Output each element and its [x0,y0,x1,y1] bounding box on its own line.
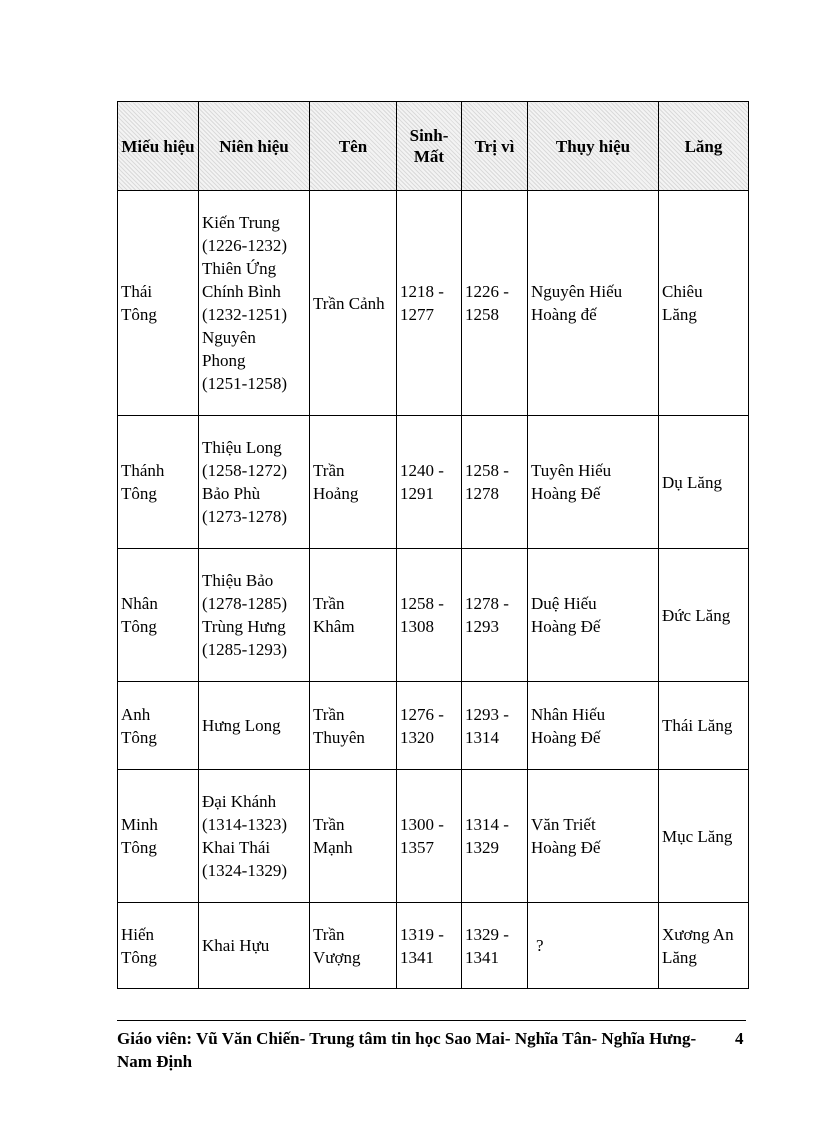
cell-thuy-hieu: Duệ Hiếu Hoàng Đế [528,549,659,682]
cell-lang: Mục Lăng [659,770,749,903]
cell-lang: Thái Lăng [659,682,749,770]
cell-thuy-hieu: Văn Triết Hoàng Đế [528,770,659,903]
cell-mieu-hieu: Minh Tông [118,770,199,903]
header-nien-hieu: Niên hiệu [199,102,310,191]
cell-lang: Dụ Lăng [659,416,749,549]
cell-nien-hieu: Khai Hựu [199,903,310,989]
cell-sinh-mat: 1319 - 1341 [397,903,462,989]
header-tri-vi: Trị vì [462,102,528,191]
cell-tri-vi: 1226 - 1258 [462,191,528,416]
cell-nien-hieu: Đại Khánh (1314-1323) Khai Thái (1324-1329) [199,770,310,903]
cell-sinh-mat: 1240 - 1291 [397,416,462,549]
cell-ten: Trần Khâm [310,549,397,682]
cell-nien-hieu: Thiệu Long (1258-1272) Bảo Phù (1273-1278) [199,416,310,549]
cell-nien-hieu: Thiệu Bảo (1278-1285) Trùng Hưng (1285-1293) [199,549,310,682]
cell-ten: Trần Vượng [310,903,397,989]
cell-mieu-hieu: Hiến Tông [118,903,199,989]
cell-ten: Trần Cảnh [310,191,397,416]
table-header-row [118,102,749,191]
footer-divider [117,1020,746,1021]
cell-thuy-hieu: Nguyên Hiếu Hoàng đế [528,191,659,416]
cell-tri-vi: 1258 - 1278 [462,416,528,549]
table-row [118,191,749,416]
cell-sinh-mat: 1300 - 1357 [397,770,462,903]
cell-tri-vi: 1314 - 1329 [462,770,528,903]
header-thuy-hieu: Thụy hiệu [528,102,659,191]
cell-mieu-hieu: Nhân Tông [118,549,199,682]
cell-sinh-mat: 1276 - 1320 [397,682,462,770]
cell-ten: Trần Thuyên [310,682,397,770]
cell-nien-hieu: Kiến Trung (1226-1232) Thiên Ứng Chính Bình (1232-1251) Nguyên Phong (1251-1258) [199,191,310,416]
header-ten: Tên [310,102,397,191]
cell-thuy-hieu: ? [528,903,659,989]
table-row [118,903,749,989]
table-row [118,549,749,682]
kings-table [117,101,749,989]
cell-mieu-hieu: Thái Tông [118,191,199,416]
header-lang: Lăng [659,102,749,191]
cell-lang: Xương An Lăng [659,903,749,989]
cell-lang: Chiêu Lăng [659,191,749,416]
cell-tri-vi: 1278 - 1293 [462,549,528,682]
table-row [118,682,749,770]
cell-lang: Đức Lăng [659,549,749,682]
table-row [118,416,749,549]
cell-ten: Trần Mạnh [310,770,397,903]
cell-tri-vi: 1329 - 1341 [462,903,528,989]
page-number: 4 [735,1029,744,1048]
cell-ten: Trần Hoảng [310,416,397,549]
footer-credit: Giáo viên: Vũ Văn Chiến- Trung tâm tin học Sao Mai- Nghĩa Tân- Nghĩa Hưng- Nam Định [117,1029,697,1071]
cell-nien-hieu: Hưng Long [199,682,310,770]
cell-mieu-hieu: Anh Tông [118,682,199,770]
cell-sinh-mat: 1218 - 1277 [397,191,462,416]
header-mieu-hieu: Miếu hiệu [118,102,199,191]
table-row [118,770,749,903]
cell-thuy-hieu: Nhân Hiếu Hoàng Đế [528,682,659,770]
cell-tri-vi: 1293 - 1314 [462,682,528,770]
header-sinh-mat: Sinh- Mất [397,102,462,191]
cell-mieu-hieu: Thánh Tông [118,416,199,549]
cell-thuy-hieu: Tuyên Hiếu Hoàng Đế [528,416,659,549]
cell-sinh-mat: 1258 - 1308 [397,549,462,682]
